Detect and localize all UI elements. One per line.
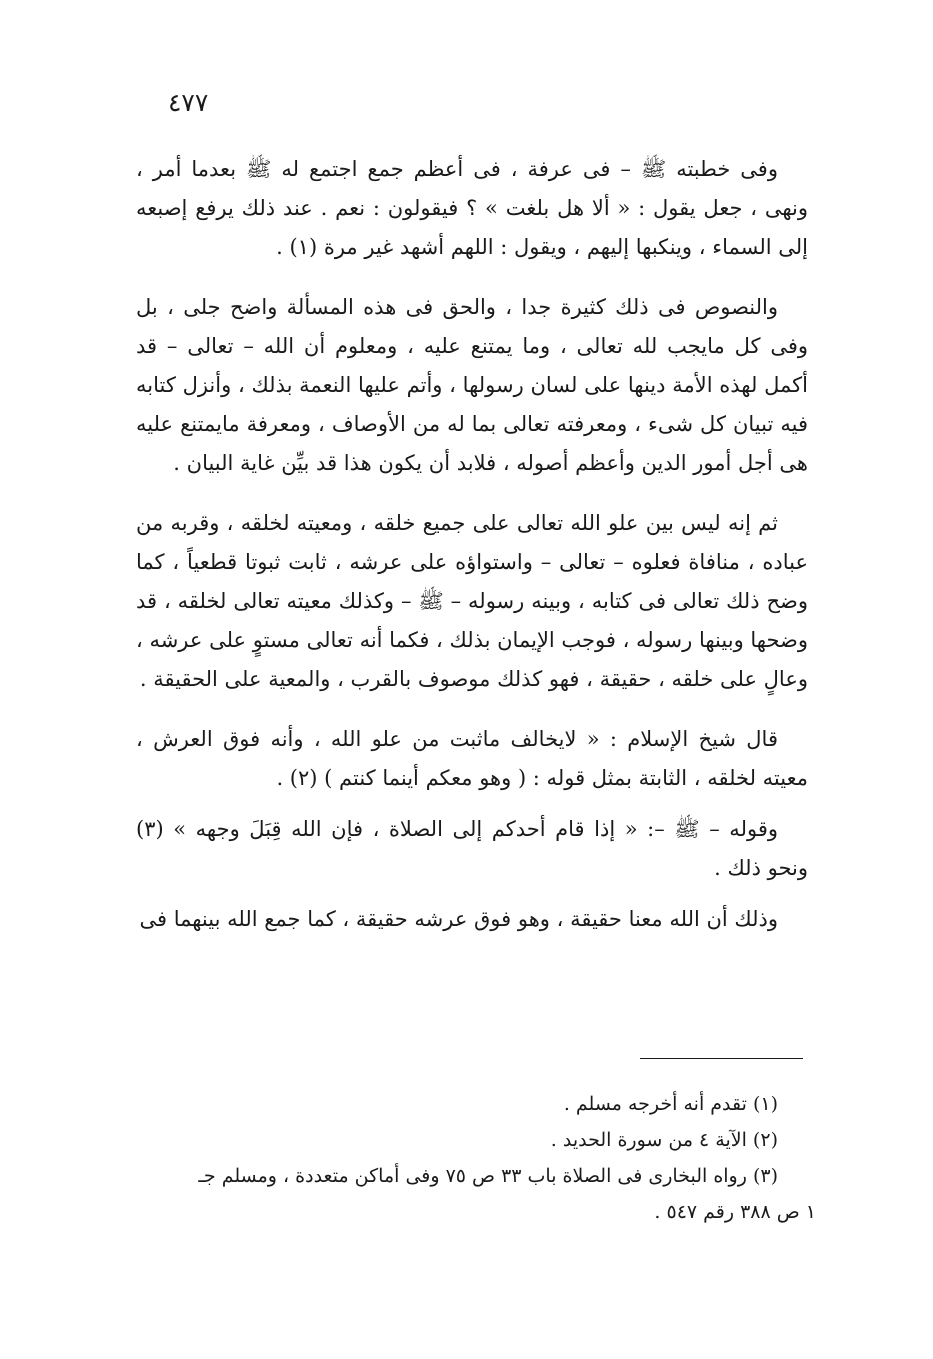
footnotes — [136, 1086, 816, 1230]
paragraph: قال شيخ الإسلام : « لايخالف ماثبت من علو الله ، وأنه فوق العرش ، معيته لخلقه ، الثابتة بمثل قوله : ( وهو معكم أينما كنتم ) (٢) . — [136, 727, 808, 790]
footnote: (٢) الآية ٤ من سورة الحديد . — [550, 1129, 778, 1151]
paragraph: وفى خطبته ﷺ – فى عرفة ، فى أعظم جمع اجتمع له ﷺ بعدما أمر ، ونهى ، جعل يقول : « ألا هل بلغت » ؟ فيقولون : نعم . عند ذلك يرفع إصبعه إلى السماء ، وينكبها إليهم ، ويقول : اللهم أشهد غير مرة (١) . — [136, 157, 808, 259]
footnote: (٣) رواه البخارى فى الصلاة باب ٣٣ ص ٧٥ وفى أماكن متعددة ، ومسلم جـ — [198, 1165, 778, 1187]
paragraph: ثم إنه ليس بين علو الله تعالى على جميع خلقه ، ومعيته لخلقه ، وقربه من عباده ، منافاة فعلوه – تعالى – واستواؤه على عرشه ، ثابت ثبوتا قطعياً ، كما وضح ذلك تعالى فى كتابه ، وبينه رسوله – ﷺ – وكذلك معيته تعالى لخلقه ، قد وضحها وبينها رسوله ، فوجب الإيمان بذلك ، فكما أنه تعالى مستوٍ على عرشه ، وعالٍ على خلقه ، حقيقة ، فهو كذلك موصوف بالقرب ، والمعية على الحقيقة . — [136, 511, 808, 691]
footnote-divider — [640, 1058, 803, 1059]
paragraph: وذلك أن الله معنا حقيقة ، وهو فوق عرشه حقيقة ، كما جمع الله بينهما فى — [139, 907, 778, 931]
paragraph: وقوله – ﷺ –: « إذا قام أحدكم إلى الصلاة ، فإن الله قِبَلَ وجهه » (٣) ونحو ذلك . — [136, 817, 808, 880]
paragraph: والنصوص فى ذلك كثيرة جدا ، والحق فى هذه المسألة واضح جلى ، بل وفى كل مايجب لله تعالى ، وما يمتنع عليه ، ومعلوم أن الله – تعالى – قد أكمل لهذه الأمة دينها على لسان رسولها ، وأتم عليها النعمة بذلك ، وأنزل كتابه فيه تبيان كل شىء ، ومعرفته تعالى بما له من الأوصاف ، ومعرفة مايمتنع عليه هى أجل أمور الدين وأعظم أصوله ، فلابد أن يكون هذا قد بيِّن غاية البيان . — [136, 295, 808, 475]
footnote-continuation: ١ ص ٣٨٨ رقم ٥٤٧ . — [654, 1201, 816, 1223]
page-number: ٤٧٧ — [168, 88, 209, 117]
body-text — [136, 150, 808, 960]
footnote: (١) تقدم أنه أخرجه مسلم . — [563, 1093, 778, 1115]
